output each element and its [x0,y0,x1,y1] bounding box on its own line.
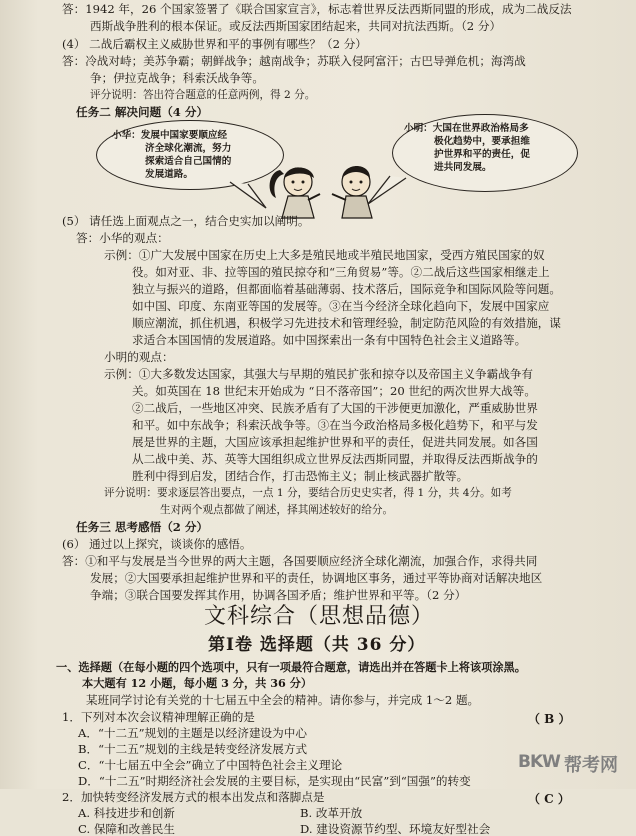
cartoon-children-illustration [262,160,392,220]
task-2-heading: 任务二 解决问题（4 分） [76,105,209,119]
bubble-right-line4: 进共同发展。 [434,162,492,173]
site-watermark [512,740,632,782]
subject-title: 文科综合（思想品德） [204,604,435,629]
q1-option-b: B．“十二五”规划的主线是转变经济发展方式 [78,742,308,756]
q1-option-d: D．“十二五”时期经济社会发展的主要目标，是实现由“民富”到“国强”的转变 [78,774,471,788]
instructions-line1: 一、选择题（在每小题的四个选项中，只有一项最符合题意，请选出并在答题卡上将该项涂黑。 [56,660,526,674]
answer-5-xiaoming-line: 和平。如中东战争；科索沃战争等。③在当今政治格局多极化趋势下，和平与发 [132,418,538,432]
q1-option-c: C．“十七届五中全会”确立了中国特色社会主义理论 [78,758,343,772]
answer-5-xiaohua-line: 役。如对亚、非、拉等国的殖民掠夺和“三角贸易”等。②二战后这些国家相继走上 [132,265,550,279]
answer-6-line2: 发展；②大国要承担起维护世界和平的责任，协调地区事务，通过平等协商对话解决地区 [90,571,543,585]
q2-option-d: D. 建设资源节约型、环境友好型社会 [300,822,491,836]
q2-stem: 2．加快转变经济发展方式的根本出发点和落脚点是 [62,790,325,804]
question-6: (6） 通过以上探究，谈谈你的感悟。 [62,537,252,551]
answer-5-xiaohua-line: 求适合本国国情的发展道路。如中国探索出一条有中国特色社会主义道路等。 [132,333,527,347]
answer-6-line1: 答：①和平与发展是当今世界的两大主题，各国要顺应经济全球化潮流，加强合作，求得共同 [62,554,538,568]
answer-5-xiaohua-line: 顺应潮流，抓住机遇，积极学习先进技术和管理经验，制定防范风险的有效措施，谋 [132,316,561,330]
intro-text: 某班同学讨论有关党的十七届五中全会的精神。请你参与，并完成 1～2 题。 [86,693,480,707]
answer-3-line2: 西斯战争胜利的根本保证。或反法西斯国家团结起来，共同对抗法西斯。（2 分） [90,19,502,33]
watermark-logo-text: BKW [518,752,560,772]
answer-5-xiaoming-line: 关。如英国在 18 世纪末开始成为 “日不落帝国”；20 世纪的两次世界大战等。 [132,384,536,398]
q2-option-c: C. 保障和改善民生 [78,822,175,836]
bubble-left-line2: 济全球化潮流，努力 [145,143,232,154]
task-3-heading: 任务三 思考感悟（2 分） [76,520,209,534]
scoring-note-5-line1: 评分说明：要求逐层答出要点，一点 1 分，要结合历史史实者，得 1 分，共 4分。如考 [104,487,512,499]
q1-option-a: A．“十二五”规划的主题是以经济建设为中心 [78,726,307,740]
answer-6-line3: 争端；③联合国要发挥其作用，协调各国矛盾；维护世界和平等。（2 分） [90,588,467,602]
answer-5-heading-xiaoming: 小明的观点： [104,350,174,364]
scoring-note-5-line2: 生对两个观点都做了阐述，择其阐述较好的给分。 [160,504,394,516]
q2-answer: （ C ） [528,792,570,806]
q1-answer: （ B ） [528,712,571,726]
bubble-left-line3: 探索适合自己国情的 [145,156,232,167]
answer-4-line1: 答：冷战对峙；美苏争霸；朝鲜战争；越南战争；苏联入侵阿富汗；古巴导弹危机；海湾战 [62,54,526,68]
scoring-note-4: 评分说明：答出符合题意的任意两例，得 2 分。 [90,89,316,101]
answer-5-xiaoming-line: 展是世界的主题，大国应该承担起维护世界和平的责任，促进共同发展。如各国 [132,435,538,449]
bubble-right-line1: 小明：大国在世界政治格局多 [404,123,529,134]
answer-5-heading-xiaohua: 答：小华的观点： [76,231,169,245]
bubble-right-line2: 极化趋势中，要承担维 [434,136,530,147]
answer-5-xiaoming-line: 胜利中得到启发，团结合作，打击恐怖主义；制止核武器扩散等。 [132,469,469,483]
answer-5-xiaoming-line: 从二战中美、苏、英等大国组织成立世界反法西斯同盟，并取得反法西斯战争的 [132,452,538,466]
bubble-left-line1: 小华：发展中国家要顺应经 [112,130,228,141]
bubble-right-line3: 护世界和平的责任，促 [434,149,530,160]
q1-stem: 1．下列对本次会议精神理解正确的是 [62,710,255,724]
answer-5-xiaohua-line: 如中国、印度、东南亚等国的发展等。③在当今经济全球化趋向下，发展中国家应 [132,299,550,313]
answer-5-xiaoming-line: ②二战后，一些地区冲突、民族矛盾有了大国的干涉便更加激化，严重威胁世界 [132,401,538,415]
answer-4-line2: 争；伊拉克战争；科索沃战争等。 [90,71,264,85]
instructions-line2: 本大题有 12 小题，每小题 3 分，共 36 分） [82,676,313,690]
question-5: (5） 请任选上面观点之一，结合史实加以阐明。 [62,214,310,228]
q2-option-a: A. 科技进步和创新 [78,806,175,820]
question-4: (4） 二战后霸权主义威胁世界和平的事例有哪些？（2 分） [62,37,367,51]
answer-5-xiaoming-line: 示例：①大多数发达国家，其强大与早期的殖民扩张和掠夺以及帝国主义争霸战争有 [104,367,533,381]
answer-3-line1: 答：1942 年，26 个国家签署了《联合国家宣言》，标志着世界反法西斯同盟的形成，成为二战反法 [62,2,572,16]
answer-5-xiaohua-line: 示例：①广大发展中国家在历史上大多是殖民地或半殖民地国家，受西方殖民国家的奴 [104,248,545,262]
section-title: 第Ⅰ卷 选择题（共 36 分） [208,635,426,655]
bubble-left-line4: 发展道路。 [145,169,193,180]
watermark-cn-text: 帮考网 [564,755,618,776]
answer-5-xiaohua-line: 独立与振兴的道路，但都面临着基础薄弱、技术落后，国际竞争和国际风险等问题。 [132,282,561,296]
q2-option-b: B. 改革开放 [300,806,363,820]
